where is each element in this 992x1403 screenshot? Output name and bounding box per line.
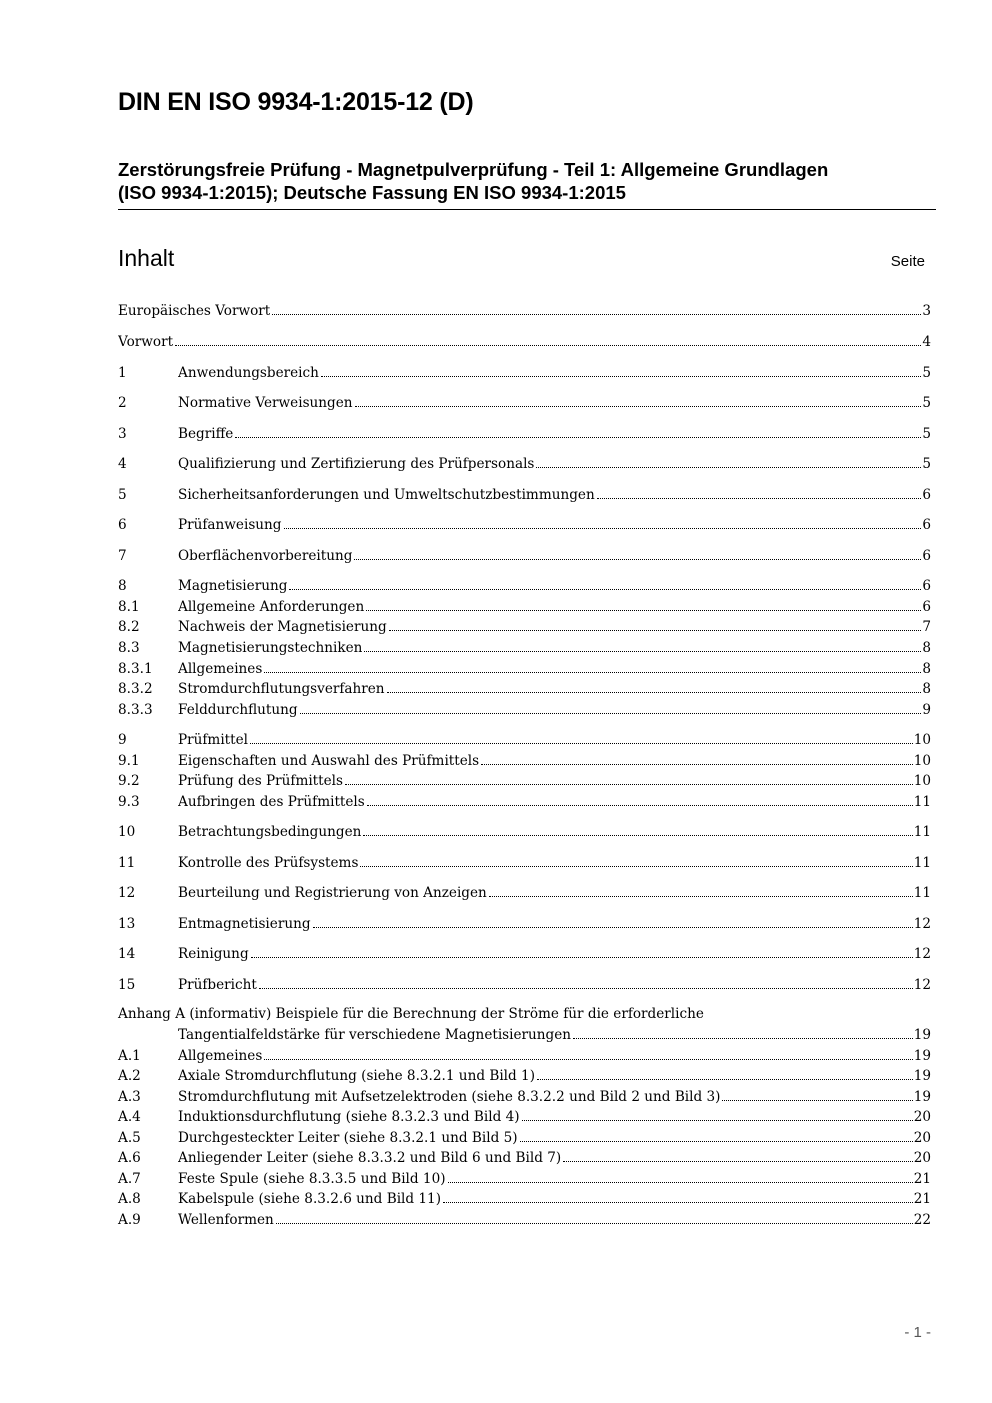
toc-entry[interactable] <box>118 1189 931 1210</box>
toc-entry-label: Felddurchflutung <box>178 702 298 718</box>
toc-entry-label: Stromdurchflutung mit Aufsetzelektroden (siehe 8.3.2.2 und Bild 2 und Bild 3) <box>178 1089 721 1105</box>
toc-entry-number: 9.1 <box>118 753 140 769</box>
toc-entry-label: Reinigung <box>178 946 249 962</box>
toc-entry-number: 8.1 <box>118 599 140 615</box>
toc-dot-leader <box>360 865 912 867</box>
toc-dot-leader <box>573 1037 913 1039</box>
toc-entry-label: Oberflächenvorbereitung <box>178 548 353 564</box>
toc-entry-page: 10 <box>913 753 931 769</box>
toc-entry-label: Induktionsdurchflutung (siehe 8.3.2.3 und Bild 4) <box>178 1109 520 1125</box>
toc-entry-page: 10 <box>913 732 931 748</box>
toc-entry-number: A.1 <box>118 1048 141 1064</box>
toc-entry[interactable] <box>118 546 931 567</box>
toc-entry-label: Kontrolle des Prüfsystems <box>178 855 359 871</box>
page-number: - 1 - <box>904 1324 931 1341</box>
toc-entry-number: 8 <box>118 578 127 594</box>
subtitle-line-1: Zerstörungsfreie Prüfung - Magnetpulverprüfung - Teil 1: Allgemeine Grundlagen <box>118 159 829 180</box>
toc-entry-number: 3 <box>118 426 127 442</box>
toc-entry[interactable] <box>118 332 931 353</box>
toc-entry-number: A.6 <box>118 1150 141 1166</box>
toc-entry-label: Kabelspule (siehe 8.3.2.6 und Bild 11) <box>178 1191 442 1207</box>
toc-entry-label: Magnetisierungstechniken <box>178 640 363 656</box>
toc-entry-page: 20 <box>913 1150 931 1166</box>
toc-entry-label: Anliegender Leiter (siehe 8.3.3.2 und Bild 6 und Bild 7) <box>178 1150 562 1166</box>
toc-dot-leader <box>313 926 913 928</box>
toc-entry-number: A.9 <box>118 1212 141 1228</box>
toc-entry-number: 13 <box>118 916 136 932</box>
toc-entry-page: 11 <box>913 885 931 901</box>
toc-entry[interactable] <box>118 914 931 935</box>
toc-entry[interactable] <box>118 679 931 700</box>
toc-dot-leader <box>722 1099 912 1101</box>
toc-dot-leader <box>489 895 913 897</box>
toc-entry-page: 19 <box>913 1027 931 1043</box>
toc-entry-page: 10 <box>913 773 931 789</box>
toc-dot-leader <box>345 783 913 785</box>
toc-dot-leader <box>276 1222 913 1224</box>
toc-dot-leader <box>536 466 921 468</box>
toc-entry[interactable] <box>118 1087 931 1108</box>
toc-entry-number: 15 <box>118 977 136 993</box>
toc-dot-leader <box>300 712 922 714</box>
toc-dot-leader <box>264 671 921 673</box>
toc-entry-page: 11 <box>913 855 931 871</box>
toc-dot-leader <box>251 956 913 958</box>
toc-entry-label: Entmagnetisierung <box>178 916 311 932</box>
toc-entry-page: 6 <box>922 487 931 503</box>
toc-entry-label: Stromdurchflutungsverfahren <box>178 681 385 697</box>
toc-entry-number: 7 <box>118 548 127 564</box>
toc-entry-page: 7 <box>922 619 931 635</box>
toc-entry[interactable] <box>118 792 931 813</box>
toc-entry-number: A.7 <box>118 1171 141 1187</box>
toc-entry-number: 8.3.2 <box>118 681 153 697</box>
toc-entry-number: 8.3.1 <box>118 661 153 677</box>
toc-entry-number: 1 <box>118 365 127 381</box>
toc-entry-number: 9.3 <box>118 794 140 810</box>
toc-entry-number: 11 <box>118 855 136 871</box>
toc-entry-page: 11 <box>913 794 931 810</box>
toc-entry-number: 8.3.3 <box>118 702 153 718</box>
toc-dot-leader <box>367 804 913 806</box>
toc-entry-page: 6 <box>922 578 931 594</box>
toc-entry-number: 12 <box>118 885 136 901</box>
toc-entry-number: A.4 <box>118 1109 141 1125</box>
toc-entry-number: 2 <box>118 395 127 411</box>
toc-entry-label: Begriffe <box>178 426 234 442</box>
toc-entry-page: 20 <box>913 1130 931 1146</box>
toc-dot-leader <box>259 987 913 989</box>
toc-entry[interactable] <box>118 424 931 445</box>
toc-dot-leader <box>520 1140 913 1142</box>
toc-entry-label: Beurteilung und Registrierung von Anzeigen <box>178 885 487 901</box>
toc-entry-number: A.5 <box>118 1130 141 1146</box>
toc-dot-leader <box>355 405 922 407</box>
toc-entry[interactable] <box>118 1025 931 1046</box>
toc-entry-label: Wellenformen <box>178 1212 274 1228</box>
toc-entry-page: 8 <box>922 661 931 677</box>
toc-entry[interactable] <box>118 700 931 721</box>
toc-entry[interactable] <box>118 1210 931 1231</box>
toc-entry[interactable] <box>118 853 931 874</box>
toc-annex-a-heading[interactable]: Anhang A (informativ) Beispiele für die Berechnung der Ströme für die erforderliche <box>118 1006 704 1022</box>
toc-entry-label: Allgemeine Anforderungen <box>178 599 365 615</box>
toc-entry-page: 9 <box>922 702 931 718</box>
toc-entry-page: 12 <box>913 916 931 932</box>
toc-dot-leader <box>284 527 922 529</box>
toc-entry-page: 19 <box>913 1048 931 1064</box>
toc-entry[interactable] <box>118 944 931 965</box>
toc-entry-page: 21 <box>913 1171 931 1187</box>
toc-dot-leader <box>443 1201 913 1203</box>
toc-entry-label: Feste Spule (siehe 8.3.3.5 und Bild 10) <box>178 1171 446 1187</box>
toc-entry[interactable] <box>118 363 931 384</box>
toc-dot-leader <box>597 497 922 499</box>
toc-entry[interactable] <box>118 485 931 506</box>
page-column-heading: Seite <box>890 253 925 270</box>
toc-entry-page: 5 <box>922 456 931 472</box>
toc-entry-number: 4 <box>118 456 127 472</box>
toc-entry-label: Prüfmittel <box>178 732 248 748</box>
toc-entry-page: 19 <box>913 1068 931 1084</box>
toc-entry-number: A.3 <box>118 1089 141 1105</box>
toc-entry-number: 8.2 <box>118 619 140 635</box>
toc-entry-label: Magnetisierung <box>178 578 288 594</box>
toc-dot-leader <box>481 763 913 765</box>
toc-entry-number: A.8 <box>118 1191 141 1207</box>
toc-dot-leader <box>289 588 921 590</box>
toc-entry-page: 5 <box>922 395 931 411</box>
toc-entry[interactable] <box>118 751 931 772</box>
toc-entry-label: Betrachtungsbedingungen <box>178 824 362 840</box>
toc-dot-leader <box>389 629 922 631</box>
toc-entry[interactable] <box>118 515 931 536</box>
toc-entry-label: Durchgesteckter Leiter (siehe 8.3.2.1 und Bild 5) <box>178 1130 518 1146</box>
toc-entry[interactable] <box>118 638 931 659</box>
toc-entry[interactable] <box>118 730 931 751</box>
toc-entry-number: 8.3 <box>118 640 140 656</box>
toc-dot-leader <box>264 1058 912 1060</box>
toc-entry[interactable] <box>118 1148 931 1169</box>
toc-entry-page: 12 <box>913 977 931 993</box>
toc-dot-leader <box>366 609 921 611</box>
toc-dot-leader <box>363 834 912 836</box>
toc-entry-page: 12 <box>913 946 931 962</box>
toc-dot-leader <box>175 344 921 346</box>
toc-entry[interactable] <box>118 1066 931 1087</box>
toc-entry-page: 8 <box>922 681 931 697</box>
toc-entry-page: 3 <box>922 303 931 319</box>
toc-entry[interactable] <box>118 597 931 618</box>
toc-entry-label: Prüfanweisung <box>178 517 282 533</box>
toc-entry-label: Allgemeines <box>178 1048 263 1064</box>
toc-dot-leader <box>250 742 913 744</box>
toc-entry[interactable] <box>118 822 931 843</box>
subtitle-line-2: (ISO 9934-1:2015); Deutsche Fassung EN ISO 9934-1:2015 <box>118 182 626 203</box>
toc-entry[interactable] <box>118 1169 931 1190</box>
toc-entry-page: 19 <box>913 1089 931 1105</box>
document-subtitle <box>118 158 936 210</box>
toc-dot-leader <box>364 650 921 652</box>
toc-entry-number: 10 <box>118 824 136 840</box>
toc-entry-label: Allgemeines <box>178 661 263 677</box>
toc-entry[interactable] <box>118 771 931 792</box>
toc-entry-label: Europäisches Vorwort <box>118 303 271 319</box>
toc-dot-leader <box>387 691 922 693</box>
toc-entry-number: 9 <box>118 732 127 748</box>
toc-entry-number: 14 <box>118 946 136 962</box>
toc-entry[interactable] <box>118 454 931 475</box>
toc-entry-page: 5 <box>922 426 931 442</box>
toc-entry-label: Prüfbericht <box>178 977 257 993</box>
toc-entry-label: Axiale Stromdurchflutung (siehe 8.3.2.1 und Bild 1) <box>178 1068 536 1084</box>
toc-entry-number: 9.2 <box>118 773 140 789</box>
toc-entry-label: Normative Verweisungen <box>178 395 353 411</box>
toc-entry[interactable] <box>118 1107 931 1128</box>
toc-entry-number: 5 <box>118 487 127 503</box>
toc-entry[interactable] <box>118 883 931 904</box>
toc-dot-leader <box>522 1119 913 1121</box>
toc-entry[interactable] <box>118 617 931 638</box>
toc-entry-page: 21 <box>913 1191 931 1207</box>
toc-entry-label: Vorwort <box>118 334 174 350</box>
toc-entry-page: 20 <box>913 1109 931 1125</box>
toc-entry-number: A.2 <box>118 1068 141 1084</box>
toc-entry[interactable] <box>118 393 931 414</box>
document-title: DIN EN ISO 9934-1:2015-12 (D) <box>118 88 474 116</box>
toc-entry[interactable] <box>118 1128 931 1149</box>
toc-entry-label: Eigenschaften und Auswahl des Prüfmittels <box>178 753 480 769</box>
toc-entry-label: Aufbringen des Prüfmittels <box>178 794 365 810</box>
toc-dot-leader <box>321 375 921 377</box>
toc-entry-page: 6 <box>922 599 931 615</box>
toc-dot-leader <box>272 313 921 315</box>
toc-dot-leader <box>563 1160 912 1162</box>
toc-entry-page: 6 <box>922 517 931 533</box>
toc-entry-label: Qualifizierung und Zertifizierung des Prüfpersonals <box>178 456 535 472</box>
toc-entry-page: 5 <box>922 365 931 381</box>
toc-entry-label: Sicherheitsanforderungen und Umweltschutzbestimmungen <box>178 487 595 503</box>
toc-entry[interactable] <box>118 975 931 996</box>
toc-entry[interactable] <box>118 1046 931 1067</box>
toc-entry-page: 22 <box>913 1212 931 1228</box>
toc-entry-page: 4 <box>922 334 931 350</box>
toc-entry-page: 8 <box>922 640 931 656</box>
toc-entry[interactable] <box>118 301 931 322</box>
toc-entry-label: Nachweis der Magnetisierung <box>178 619 387 635</box>
toc-entry-page: 6 <box>922 548 931 564</box>
toc-entry-label: Prüfung des Prüfmittels <box>178 773 343 789</box>
toc-entry-page: 11 <box>913 824 931 840</box>
toc-dot-leader <box>448 1181 913 1183</box>
toc-entry[interactable] <box>118 659 931 680</box>
toc-dot-leader <box>537 1078 913 1080</box>
toc-entry-label: Anwendungsbereich <box>178 365 319 381</box>
toc-entry-number: 6 <box>118 517 127 533</box>
contents-heading: Inhalt <box>118 245 175 271</box>
toc-entry-label: Tangentialfeldstärke für verschiedene Magnetisierungen <box>178 1027 572 1043</box>
toc-dot-leader <box>354 558 921 560</box>
toc-dot-leader <box>235 436 921 438</box>
toc-entry[interactable] <box>118 576 931 597</box>
